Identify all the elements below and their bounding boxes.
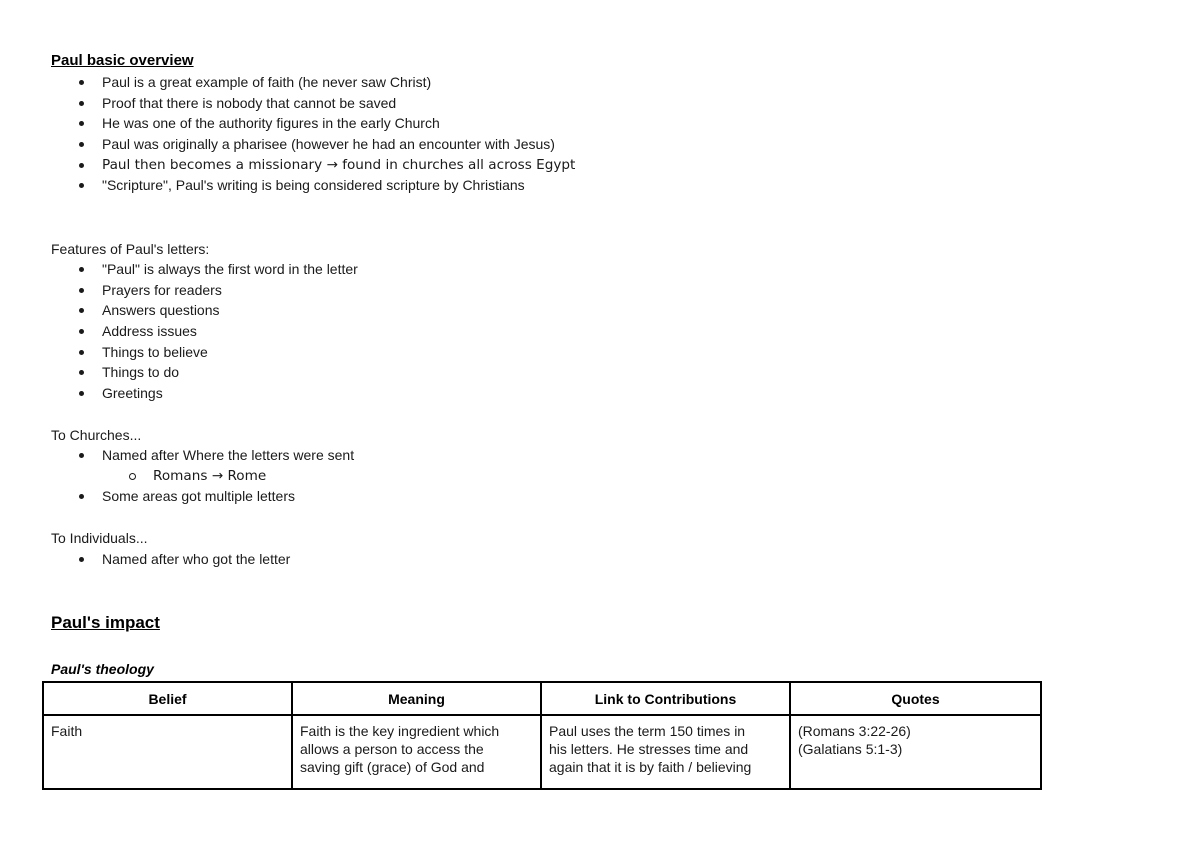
cell-meaning: Faith is the key ingredient which allows a person to access the saving gift (grace) of God and xyxy=(292,715,541,789)
list-item: "Paul" is always the first word in the letter xyxy=(102,259,358,280)
list-item: Named after Where the letters were sent xyxy=(102,445,354,466)
list-item: Things to believe xyxy=(102,342,358,363)
cell-quotes: (Romans 3:22-26) (Galatians 5:1-3) xyxy=(790,715,1041,789)
list-item: Address issues xyxy=(102,321,358,342)
bullet-icon xyxy=(79,494,84,499)
list-item: He was one of the authority figures in the early Church xyxy=(102,113,575,134)
theology-subheading: Paul's theology xyxy=(51,661,154,677)
bullet-icon xyxy=(79,80,84,85)
bullet-icon xyxy=(79,183,84,188)
overview-list xyxy=(102,72,575,196)
list-item: Greetings xyxy=(102,383,358,404)
bullet-icon xyxy=(79,121,84,126)
header-belief: Belief xyxy=(43,682,292,715)
list-item: Prayers for readers xyxy=(102,280,358,301)
bullet-icon xyxy=(79,267,84,272)
features-list xyxy=(102,259,358,404)
list-item: Answers questions xyxy=(102,300,358,321)
theology-table xyxy=(42,681,1042,790)
bullet-icon xyxy=(79,391,84,396)
overview-heading: Paul basic overview xyxy=(51,52,194,69)
hollow-bullet-icon xyxy=(129,473,136,480)
impact-heading: Paul's impact xyxy=(51,613,160,632)
table-header-row xyxy=(43,682,1041,715)
bullet-icon xyxy=(79,142,84,147)
cell-link: Paul uses the term 150 times in his letters. He stresses time and again that it is by faith / believing xyxy=(541,715,790,789)
bullet-icon xyxy=(79,350,84,355)
cell-belief: Faith xyxy=(43,715,292,789)
bullet-icon xyxy=(79,163,84,168)
list-item: "Scripture", Paul's writing is being considered scripture by Christians xyxy=(102,175,575,196)
list-item: Things to do xyxy=(102,362,358,383)
bullet-icon xyxy=(79,557,84,562)
bullet-icon xyxy=(79,329,84,334)
list-item: Some areas got multiple letters xyxy=(102,486,354,507)
bullet-icon xyxy=(79,101,84,106)
bullet-icon xyxy=(79,288,84,293)
bullet-icon xyxy=(79,453,84,458)
header-link: Link to Contributions xyxy=(541,682,790,715)
list-item: Paul then becomes a missionary → found in churches all across Egypt xyxy=(102,155,575,176)
bullet-icon xyxy=(79,370,84,375)
table-row xyxy=(43,715,1041,789)
features-label: Features of Paul's letters: xyxy=(51,241,210,257)
list-item: Paul was originally a pharisee (however he had an encounter with Jesus) xyxy=(102,134,575,155)
churches-list xyxy=(102,445,354,507)
header-quotes: Quotes xyxy=(790,682,1041,715)
individuals-label: To Individuals... xyxy=(51,530,148,546)
list-item: Proof that there is nobody that cannot be saved xyxy=(102,93,575,114)
header-meaning: Meaning xyxy=(292,682,541,715)
sub-list-item: Romans → Rome xyxy=(153,466,354,487)
churches-label: To Churches... xyxy=(51,427,142,443)
list-item: Paul is a great example of faith (he never saw Christ) xyxy=(102,72,575,93)
list-item: Named after who got the letter xyxy=(102,549,290,570)
bullet-icon xyxy=(79,308,84,313)
individuals-list xyxy=(102,549,290,570)
